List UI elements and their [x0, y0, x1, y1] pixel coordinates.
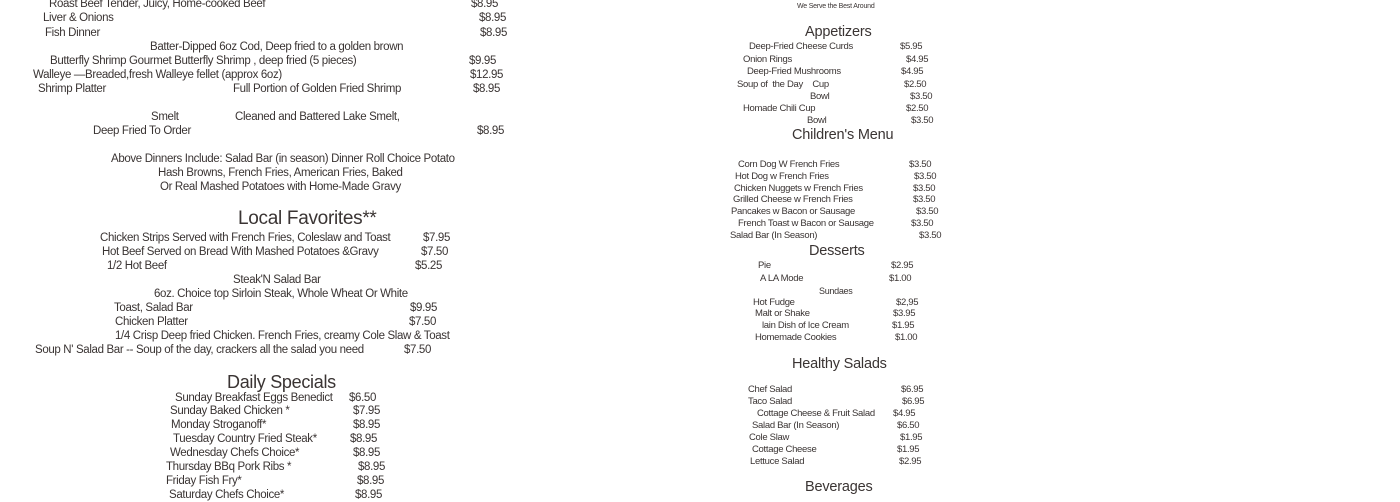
menu-item-name: Deep Fried To Order [93, 125, 191, 137]
menu-item-price: $5.95 [900, 41, 923, 52]
menu-item-name: Homemade Cookies [755, 332, 837, 343]
menu-item-name: Liver & Onions [43, 12, 114, 24]
menu-item-price: $2.50 [906, 103, 929, 114]
menu-item-price: $8.95 [473, 83, 501, 95]
menu-item-price: $8.95 [355, 489, 383, 501]
menu-item-name: Toast, Salad Bar [114, 302, 193, 314]
menu-item-description: Cleaned and Battered Lake Smelt, [235, 111, 400, 123]
menu-item-price: $3.50 [910, 91, 933, 102]
menu-item-name: Homade Chili Cup [743, 103, 816, 114]
menu-item-price: $8.95 [471, 0, 499, 10]
menu-item-price: $12.95 [470, 69, 504, 81]
menu-item-price: $6.50 [897, 420, 920, 431]
menu-item-price: $6.95 [901, 384, 924, 395]
menu-item-name: Bowl [810, 91, 830, 102]
menu-item-price: $8.95 [353, 447, 381, 459]
menu-item-name: Chicken Strips Served with French Fries, Coleslaw and Toast [100, 232, 391, 244]
dinner-note: Hash Browns, French Fries, American Fries, Baked [158, 167, 403, 179]
section-title-healthy-salads: Healthy Salads [792, 356, 887, 372]
menu-item-name: Chef Salad [748, 384, 793, 395]
menu-item-price: $1.00 [889, 273, 912, 284]
menu-item-name: Grilled Cheese w French Fries [733, 194, 853, 205]
menu-item-name: 1/2 Hot Beef [107, 260, 167, 272]
menu-item-price: $4.95 [906, 54, 929, 65]
menu-item-price: $4.95 [901, 66, 924, 77]
menu-item-price: $3.50 [913, 194, 936, 205]
menu-item-price: $7.95 [353, 405, 381, 417]
menu-item-name: Saturday Chefs Choice* [169, 489, 285, 501]
menu-item-name: Walleye —Breaded,fresh Walleye fellet (approx 6oz) [33, 69, 282, 81]
menu-item-name: Salad Bar (In Season) [752, 420, 840, 431]
menu-item-price: $3.50 [911, 218, 934, 229]
menu-item-name: Pie [758, 260, 771, 271]
menu-item-name: Roast Beef Tender, Juicy, Home-cooked Beef [49, 0, 266, 10]
tagline: We Serve the Best Around [797, 3, 875, 10]
menu-item-name: Cottage Cheese [752, 444, 817, 455]
menu-item-description: 1/4 Crisp Deep fried Chicken. French Fries, creamy Cole Slaw & Toast [115, 330, 450, 342]
menu-item-price: $2.95 [891, 260, 914, 271]
menu-item-price: $7.50 [409, 316, 437, 328]
menu-item-price: $8.95 [353, 419, 381, 431]
menu-item-price: $7.95 [423, 232, 451, 244]
menu-item-name: Malt or Shake [755, 308, 810, 319]
menu-item-name: Steak'N Salad Bar [233, 274, 321, 286]
menu-item-name: Soup of the Day Cup [737, 79, 829, 90]
menu-item-price: $4.95 [893, 408, 916, 419]
menu-item-price: $3.50 [913, 183, 936, 194]
menu-item-description: 6oz. Choice top Sirloin Steak, Whole Wheat Or White [154, 288, 408, 300]
menu-item-name: Sunday Baked Chicken * [170, 405, 290, 417]
menu-item-name: Corn Dog W French Fries [738, 159, 840, 170]
menu-item-price: $3.50 [909, 159, 932, 170]
menu-item-name: Tuesday Country Fried Steak* [173, 433, 317, 445]
menu-item-price: $3.50 [919, 230, 942, 241]
menu-item-price: $7.50 [421, 246, 449, 258]
menu-item-name: Cottage Cheese & Fruit Salad [757, 408, 875, 419]
menu-item-name: Deep-Fried Cheese Curds [749, 41, 853, 52]
menu-item-price: $8.95 [480, 27, 508, 39]
menu-item-price: $2,95 [896, 297, 919, 308]
menu-item-price: $5.25 [415, 260, 443, 272]
menu-item-name: Smelt [151, 111, 179, 123]
dinner-note: Above Dinners Include: Salad Bar (in season) Dinner Roll Choice Potato [111, 153, 455, 165]
menu-item-name: Fish Dinner [45, 27, 100, 39]
menu-item-name: Hot Fudge [753, 297, 795, 308]
menu-item-name: Wednesday Chefs Choice* [170, 447, 300, 459]
menu-item-name: Pancakes w Bacon or Sausage [731, 206, 855, 217]
menu-item-name: Monday Stroganoff* [171, 419, 267, 431]
menu-item-name: Hot Dog w French Fries [735, 171, 829, 182]
menu-item-price: $8.95 [358, 461, 386, 473]
menu-item-price: $2.95 [899, 456, 922, 467]
menu-item-name: Chicken Nuggets w French Fries [734, 183, 863, 194]
menu-item-description: Batter-Dipped 6oz Cod, Deep fried to a golden brown [150, 41, 404, 53]
menu-item-name: Butterfly Shrimp Gourmet Butterfly Shrimp , deep fried (5 pieces) [50, 55, 357, 67]
menu-item-price: $8.95 [479, 12, 507, 24]
section-title-childrens-menu: Children's Menu [792, 127, 894, 143]
menu-item-name: Sunday Breakfast Eggs Benedict [175, 392, 333, 404]
menu-item-price: $8.95 [477, 125, 505, 137]
menu-item-price: $8.95 [357, 475, 385, 487]
menu-item-price: $3.50 [911, 115, 934, 126]
menu-item-name: Salad Bar (In Season) [730, 230, 818, 241]
dinner-note: Or Real Mashed Potatoes with Home-Made Gravy [160, 181, 401, 193]
menu-item-name: Bowl [807, 115, 827, 126]
menu-item-price: $1.95 [897, 444, 920, 455]
menu-item-name: Chicken Platter [115, 316, 188, 328]
menu-item-name: Deep-Fried Mushrooms [747, 66, 841, 77]
menu-item-price: $2.50 [904, 79, 927, 90]
menu-item-price: $7.50 [404, 344, 432, 356]
menu-item-price: $9.95 [469, 55, 497, 67]
menu-item-description: Full Portion of Golden Fried Shrimp [233, 83, 401, 95]
menu-item-name: French Toast w Bacon or Sausage [738, 218, 874, 229]
menu-item-price: $8.95 [350, 433, 378, 445]
menu-item-name: A LA Mode [760, 273, 804, 284]
menu-item-price: $1.95 [900, 432, 923, 443]
menu-item-name: Cole Slaw [749, 432, 790, 443]
section-title-desserts: Desserts [809, 243, 865, 259]
menu-item-price: $1.00 [895, 332, 918, 343]
menu-item-name: lain Dish of Ice Cream [762, 320, 849, 331]
menu-item-price: $9.95 [410, 302, 438, 314]
menu-item-price: $3.50 [914, 171, 937, 182]
menu-item-name: Friday Fish Fry* [166, 475, 242, 487]
section-title-daily-specials: Daily Specials [227, 372, 336, 392]
menu-item-name: Thursday BBq Pork Ribs * [166, 461, 292, 473]
menu-item-price: $1.95 [892, 320, 915, 331]
menu-item-name: Lettuce Salad [750, 456, 805, 467]
menu-item-name: Taco Salad [748, 396, 793, 407]
section-title-local-favorites: Local Favorites** [238, 208, 377, 229]
menu-item-name: Shrimp Platter [38, 83, 106, 95]
menu-item-price: $3.50 [916, 206, 939, 217]
menu-item-price: $3.95 [893, 308, 916, 319]
menu-item-name: Hot Beef Served on Bread With Mashed Potatoes &Gravy [102, 246, 379, 258]
menu-item-name: Soup N' Salad Bar -- Soup of the day, crackers all the salad you need [35, 344, 364, 356]
menu-item-price: $6.50 [349, 392, 377, 404]
menu-item-price: $6.95 [902, 396, 925, 407]
section-title-beverages: Beverages [805, 479, 873, 495]
subsection-title-sundaes: Sundaes [819, 286, 853, 296]
section-title-appetizers: Appetizers [805, 24, 872, 40]
menu-item-name: Onion Rings [743, 54, 792, 65]
